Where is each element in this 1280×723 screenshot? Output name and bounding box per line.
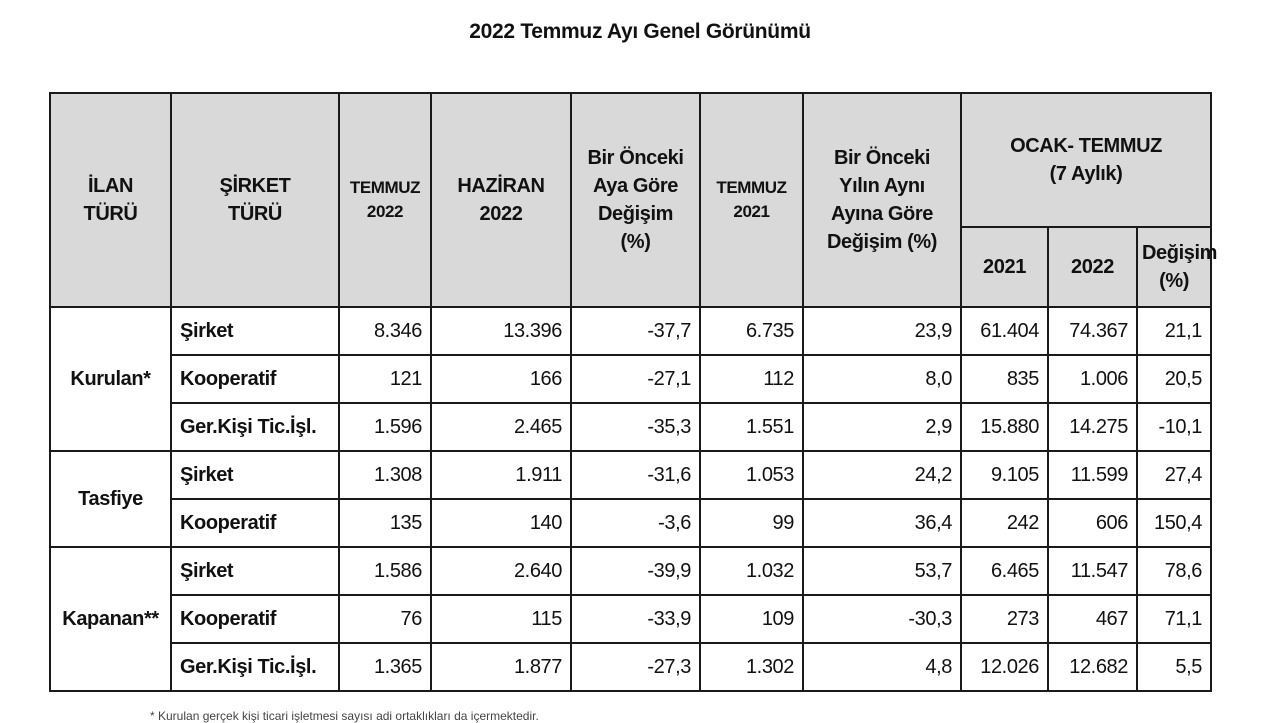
value-cell: 835	[961, 355, 1048, 403]
value-cell: 1.032	[700, 547, 803, 595]
header-sub-2022: 2022	[1048, 227, 1137, 307]
value-cell: 23,9	[803, 307, 961, 355]
company-type-cell: Ger.Kişi Tic.İşl.	[171, 643, 339, 691]
header-temmuz-2022: TEMMUZ 2022	[339, 93, 431, 307]
value-cell: 121	[339, 355, 431, 403]
header-sirket-turu: ŞİRKET TÜRÜ	[171, 93, 339, 307]
company-type-cell: Kooperatif	[171, 355, 339, 403]
value-cell: 27,4	[1137, 451, 1211, 499]
value-cell: 1.053	[700, 451, 803, 499]
value-cell: 24,2	[803, 451, 961, 499]
value-cell: -33,9	[571, 595, 700, 643]
value-cell: 1.551	[700, 403, 803, 451]
table-row	[50, 547, 1211, 595]
value-cell: 9.105	[961, 451, 1048, 499]
value-cell: 135	[339, 499, 431, 547]
value-cell: 140	[431, 499, 571, 547]
table-row	[50, 307, 1211, 355]
value-cell: 21,1	[1137, 307, 1211, 355]
value-cell: 1.586	[339, 547, 431, 595]
header-sub-degisim: Değişim (%)	[1137, 227, 1211, 307]
value-cell: -30,3	[803, 595, 961, 643]
value-cell: 76	[339, 595, 431, 643]
value-cell: 13.396	[431, 307, 571, 355]
value-cell: 53,7	[803, 547, 961, 595]
header-ocak-temmuz: OCAK- TEMMUZ (7 Aylık)	[961, 93, 1211, 227]
value-cell: 78,6	[1137, 547, 1211, 595]
value-cell: 36,4	[803, 499, 961, 547]
group-label: Kurulan*	[50, 307, 171, 451]
header-ilan-turu: İLAN TÜRÜ	[50, 93, 171, 307]
footnote: * Kurulan gerçek kişi ticari işletmesi sayısı adi ortaklıkları da içermektedir.	[150, 709, 539, 723]
company-type-cell: Şirket	[171, 451, 339, 499]
value-cell: 606	[1048, 499, 1137, 547]
value-cell: 115	[431, 595, 571, 643]
value-cell: 74.367	[1048, 307, 1137, 355]
value-cell: 1.911	[431, 451, 571, 499]
value-cell: 467	[1048, 595, 1137, 643]
value-cell: 166	[431, 355, 571, 403]
value-cell: 4,8	[803, 643, 961, 691]
value-cell: -27,3	[571, 643, 700, 691]
value-cell: -35,3	[571, 403, 700, 451]
header-yillik-degisim: Bir Önceki Yılın Aynı Ayına Göre Değişim (%)	[803, 93, 961, 307]
table-row	[50, 403, 1211, 451]
page-title: 2022 Temmuz Ayı Genel Görünümü	[469, 20, 811, 43]
value-cell: 2.465	[431, 403, 571, 451]
value-cell: 150,4	[1137, 499, 1211, 547]
company-type-cell: Şirket	[171, 547, 339, 595]
value-cell: 8.346	[339, 307, 431, 355]
table-row	[50, 643, 1211, 691]
company-type-cell: Ger.Kişi Tic.İşl.	[171, 403, 339, 451]
value-cell: 12.682	[1048, 643, 1137, 691]
group-label: Kapanan**	[50, 547, 171, 691]
value-cell: 273	[961, 595, 1048, 643]
value-cell: 5,5	[1137, 643, 1211, 691]
value-cell: -37,7	[571, 307, 700, 355]
value-cell: 242	[961, 499, 1048, 547]
table-row	[50, 595, 1211, 643]
value-cell: 2,9	[803, 403, 961, 451]
value-cell: 1.365	[339, 643, 431, 691]
value-cell: 20,5	[1137, 355, 1211, 403]
value-cell: 1.308	[339, 451, 431, 499]
value-cell: 71,1	[1137, 595, 1211, 643]
value-cell: -3,6	[571, 499, 700, 547]
value-cell: 1.877	[431, 643, 571, 691]
company-type-cell: Şirket	[171, 307, 339, 355]
value-cell: 99	[700, 499, 803, 547]
value-cell: 8,0	[803, 355, 961, 403]
value-cell: -10,1	[1137, 403, 1211, 451]
value-cell: 109	[700, 595, 803, 643]
value-cell: 61.404	[961, 307, 1048, 355]
table-body	[50, 307, 1211, 691]
company-type-cell: Kooperatif	[171, 499, 339, 547]
value-cell: -27,1	[571, 355, 700, 403]
value-cell: 1.596	[339, 403, 431, 451]
value-cell: 112	[700, 355, 803, 403]
value-cell: 1.302	[700, 643, 803, 691]
table-row	[50, 355, 1211, 403]
group-label: Tasfiye	[50, 451, 171, 547]
value-cell: 14.275	[1048, 403, 1137, 451]
value-cell: 6.735	[700, 307, 803, 355]
statistics-table	[49, 92, 1218, 692]
value-cell: -31,6	[571, 451, 700, 499]
table-row	[50, 451, 1211, 499]
table-row	[50, 499, 1211, 547]
value-cell: 12.026	[961, 643, 1048, 691]
header-aylik-degisim: Bir Önceki Aya Göre Değişim (%)	[571, 93, 700, 307]
value-cell: 11.599	[1048, 451, 1137, 499]
value-cell: -39,9	[571, 547, 700, 595]
company-type-cell: Kooperatif	[171, 595, 339, 643]
header-sub-2021: 2021	[961, 227, 1048, 307]
value-cell: 6.465	[961, 547, 1048, 595]
value-cell: 2.640	[431, 547, 571, 595]
header-haziran-2022: HAZİRAN 2022	[431, 93, 571, 307]
value-cell: 11.547	[1048, 547, 1137, 595]
value-cell: 15.880	[961, 403, 1048, 451]
value-cell: 1.006	[1048, 355, 1137, 403]
header-temmuz-2021: TEMMUZ 2021	[700, 93, 803, 307]
